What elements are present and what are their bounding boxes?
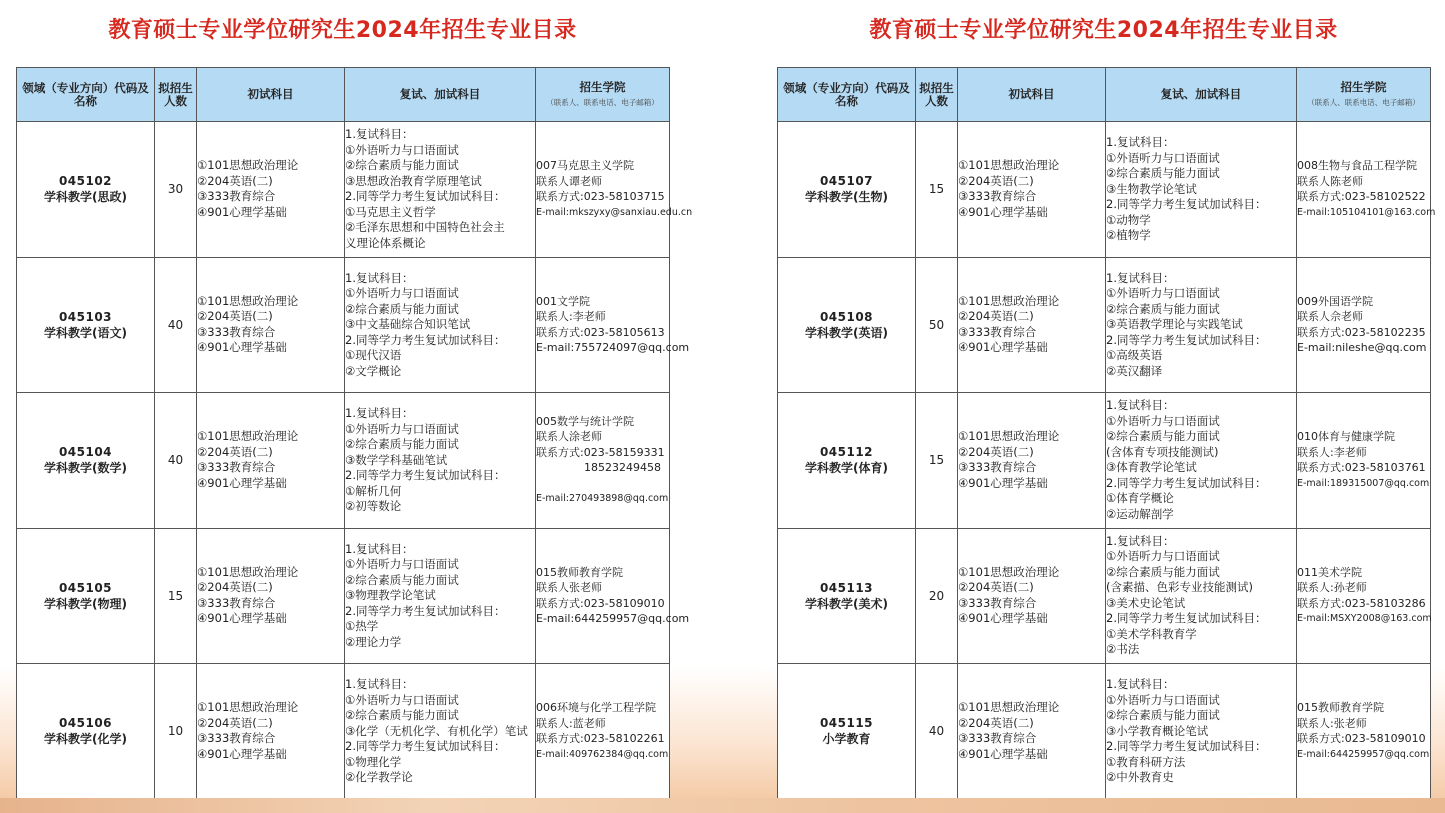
school-email: E-mail:755724097@qq.com [536,341,690,355]
school-contact [1297,528,1431,664]
school-contact [1297,257,1431,393]
table-header-row [17,68,670,122]
school-phone-secondary: 18523249458 [584,461,661,475]
exam-subjects: ①101思想政治理论 ②204英语(二) ③333教育综合 ④901心理学基础 [197,257,345,393]
header-school-label: 招生学院 [579,79,626,94]
quota-value: 10 [155,664,197,800]
major-code: 045104 [58,445,113,460]
school-email: E-mail:105104101@163.com [1297,206,1436,218]
header-school-note: （联系人、联系电话、电子邮箱） [546,97,659,107]
school-info: 015教师教育学院 联系人张老师 联系方式:023-58109010 [536,565,665,610]
retest-subjects: 1.复试科目： ①外语听力与口语面试 ②综合素质与能力面试 (含素描、色彩专业技能测试) ③美术史论笔试 2.同等学力考生复试加试科目： ①美术学科教育学 ②书法 [1106,528,1297,664]
major-code-cell [778,393,916,529]
table-row [778,257,1431,393]
quota-value: 20 [916,528,958,664]
quota-value: 15 [155,528,197,664]
major-name: 学科教学(思政) [44,190,127,205]
school-contact [536,393,670,529]
school-contact [536,528,690,664]
retest-subjects: 1.复试科目： ①外语听力与口语面试 ②综合素质与能力面试 ③中文基础综合知识笔试 2.同等学力考生复试加试科目： ①现代汉语 ②文学概论 [345,257,536,393]
header-school [1297,68,1431,122]
catalog-page-left [16,0,693,784]
table-header-row [778,68,1431,122]
school-contact [1297,664,1431,800]
page-title: 教育硕士专业学位研究生2024年招生专业目录 [869,18,1338,43]
header-retest: 复试、加试科目 [1106,68,1297,122]
school-email: E-mail:MSXY2008@163.com [1297,613,1432,625]
school-email: E-mail:270493898@qq.com [536,493,669,505]
exam-subjects: ①101思想政治理论 ②204英语(二) ③333教育综合 ④901心理学基础 [197,664,345,800]
school-email: E-mail:409762384@qq.com [536,748,669,760]
major-code: 045115 [819,716,874,731]
exam-subjects: ①101思想政治理论 ②204英语(二) ③333教育综合 ④901心理学基础 [197,528,345,664]
table-row [17,122,670,258]
retest-subjects: 1.复试科目： ①外语听力与口语面试 ②综合素质与能力面试 ③化学（无机化学、有机化学）笔试 2.同等学力考生复试加试科目： ①物理化学 ②化学教学论 [345,664,536,800]
major-code-cell [17,393,155,529]
major-name: 学科教学(生物) [805,190,888,205]
catalog-table-right [777,67,1436,800]
major-code-cell [17,528,155,664]
table-row [17,664,670,800]
major-code-cell [778,257,916,393]
school-email: E-mail:644259957@qq.com [536,612,690,626]
major-code: 045105 [58,580,113,595]
school-email: E-mail:644259957@qq.com [1297,748,1430,760]
major-code: 045112 [819,445,874,460]
quota-value: 40 [155,393,197,529]
quota-value: 40 [916,664,958,800]
retest-subjects: 1.复试科目： ①外语听力与口语面试 ②综合素质与能力面试 ③数学学科基础笔试 2.同等学力考生复试加试科目： ①解析几何 ②初等数论 [345,393,536,529]
header-school-label: 招生学院 [1340,79,1387,94]
school-info: 011美术学院 联系人:孙老师 联系方式:023-58103286 [1297,565,1426,610]
major-name: 学科教学(英语) [805,325,888,340]
table-row [778,528,1431,664]
school-email: E-mail:mkszyxy@sanxiau.edu.cn [536,206,693,218]
header-exam: 初试科目 [958,68,1106,122]
retest-subjects: 1.复试科目： ①外语听力与口语面试 ②综合素质与能力面试 ③生物教学论笔试 2.同等学力考生复试加试科目： ①动物学 ②植物学 [1106,122,1297,258]
major-code-cell [778,528,916,664]
header-exam: 初试科目 [197,68,345,122]
school-info: 006环境与化学工程学院 联系人:蓝老师 联系方式:023-58102261 [536,701,665,746]
retest-subjects: 1.复试科目： ①外语听力与口语面试 ②综合素质与能力面试 ③物理教学论笔试 2.同等学力考生复试加试科目： ①热学 ②理论力学 [345,528,536,664]
major-name: 小学教育 [822,732,871,747]
exam-subjects: ①101思想政治理论 ②204英语(二) ③333教育综合 ④901心理学基础 [197,393,345,529]
school-info: 010体育与健康学院 联系人:李老师 联系方式:023-58103761 [1297,430,1426,475]
school-info: 008生物与食品工程学院 联系人陈老师 联系方式:023-58102522 [1297,159,1426,204]
header-quota: 拟招生 人数 [916,68,958,122]
major-name: 学科教学(体育) [805,461,888,476]
header-school-note: （联系人、联系电话、电子邮箱） [1307,97,1420,107]
major-code: 045107 [819,174,874,189]
major-name: 学科教学(物理) [44,596,127,611]
table-row [17,393,670,529]
exam-subjects: ①101思想政治理论 ②204英语(二) ③333教育综合 ④901心理学基础 [958,257,1106,393]
table-row [778,393,1431,529]
major-code-cell [778,664,916,800]
retest-subjects: 1.复试科目： ①外语听力与口语面试 ②综合素质与能力面试 ③思想政治教育学原理笔试 2.同等学力考生复试加试科目： ①马克思主义哲学 ②毛泽东思想和中国特色社会主 义理论体系概论 [345,122,536,258]
table-row [17,257,670,393]
table-row [778,664,1431,800]
retest-subjects: 1.复试科目： ①外语听力与口语面试 ②综合素质与能力面试 ③英语教学理论与实践笔试 2.同等学力考生复试加试科目： ①高级英语 ②英汉翻译 [1106,257,1297,393]
quota-value: 15 [916,122,958,258]
major-code: 045102 [58,174,113,189]
retest-subjects: 1.复试科目： ①外语听力与口语面试 ②综合素质与能力面试 (含体育专项技能测试) ③体育教学论笔试 2.同等学力考生复试加试科目： ①体育学概论 ②运动解剖学 [1106,393,1297,529]
major-code: 045113 [819,580,874,595]
school-contact [536,664,670,800]
school-contact [536,122,693,258]
school-contact [1297,122,1436,258]
major-code-cell [17,257,155,393]
header-code: 领域（专业方向）代码及名称 [17,68,155,122]
school-info: 009外国语学院 联系人佘老师 联系方式:023-58102235 [1297,294,1426,339]
table-row [778,122,1431,258]
school-contact [1297,393,1431,529]
school-email: E-mail:189315007@qq.com [1297,477,1430,489]
major-name: 学科教学(数学) [44,461,127,476]
exam-subjects: ①101思想政治理论 ②204英语(二) ③333教育综合 ④901心理学基础 [958,122,1106,258]
major-code-cell [778,122,916,258]
major-code-cell [17,664,155,800]
major-code: 045103 [58,309,113,324]
school-info: 005数学与统计学院 联系人涂老师 联系方式:023-58159331 [536,414,665,459]
table-row [17,528,670,664]
major-name: 学科教学(化学) [44,732,127,747]
exam-subjects: ①101思想政治理论 ②204英语(二) ③333教育综合 ④901心理学基础 [958,528,1106,664]
school-info: 015教师教育学院 联系人:张老师 联系方式:023-58109010 [1297,701,1426,746]
quota-value: 15 [916,393,958,529]
school-email: E-mail:nileshe@qq.com [1297,341,1427,355]
major-name: 学科教学(美术) [805,596,888,611]
exam-subjects: ①101思想政治理论 ②204英语(二) ③333教育综合 ④901心理学基础 [958,664,1106,800]
major-name: 学科教学(语文) [44,325,127,340]
school-contact [536,257,690,393]
major-code: 045106 [58,716,113,731]
catalog-page-right [777,0,1436,784]
school-info: 007马克思主义学院 联系人谭老师 联系方式:023-58103715 [536,159,665,204]
quota-value: 40 [155,257,197,393]
quota-value: 30 [155,122,197,258]
decorative-bottom-band [0,798,1445,813]
exam-subjects: ①101思想政治理论 ②204英语(二) ③333教育综合 ④901心理学基础 [958,393,1106,529]
major-code-cell [17,122,155,258]
school-info: 001文学院 联系人:李老师 联系方式:023-58105613 [536,294,665,339]
header-code: 领域（专业方向）代码及名称 [778,68,916,122]
header-school [536,68,670,122]
retest-subjects: 1.复试科目： ①外语听力与口语面试 ②综合素质与能力面试 ③小学教育概论笔试 2.同等学力考生复试加试科目： ①教育科研方法 ②中外教育史 [1106,664,1297,800]
exam-subjects: ①101思想政治理论 ②204英语(二) ③333教育综合 ④901心理学基础 [197,122,345,258]
page-title: 教育硕士专业学位研究生2024年招生专业目录 [108,18,577,43]
major-code: 045108 [819,309,874,324]
header-retest: 复试、加试科目 [345,68,536,122]
quota-value: 50 [916,257,958,393]
catalog-table-left [16,67,693,800]
header-quota: 拟招生 人数 [155,68,197,122]
